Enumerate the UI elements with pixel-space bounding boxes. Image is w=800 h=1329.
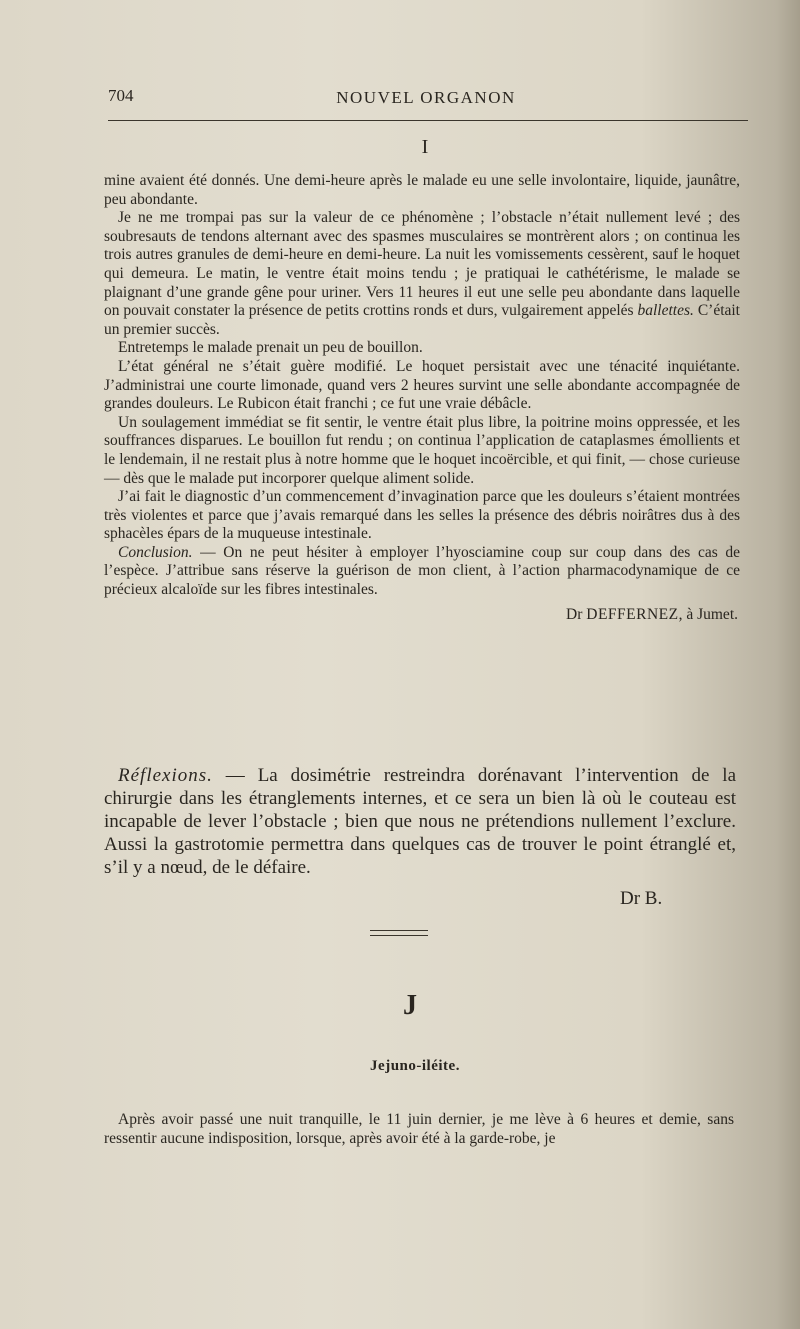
page-header (108, 86, 744, 110)
next-section-title: Jejuno-iléite. (370, 1058, 460, 1074)
reflexions-lead: Réflexions. (118, 765, 213, 786)
paragraph: J’ai fait le diagnostic d’un commencement d’invagination parce que les douleurs s’étaient montrées très violentes et parce que j’avais remarqué dans les selles la présence des débris noirâtres dus à des sphacèles épars de la muqueuse intestinale. (104, 488, 740, 543)
next-section-body (104, 1110, 734, 1148)
article-body (104, 172, 740, 624)
paragraph-text: C’était un premier succès. (104, 302, 740, 338)
reflexions-block (104, 764, 736, 879)
paragraph-text: — On ne peut hésiter à employer l’hyosciamine coup sur coup dans des cas de l’espèce. J’attribue sans réserve la guérison de mon client, à l’action pharmacodynamique de ce précieux alcaloïde sur les fibres intestinales. (104, 543, 741, 599)
signature-name: DEFFERNEZ (586, 605, 679, 623)
paragraph: Après avoir passé une nuit tranquille, le 11 juin dernier, je me lève à 6 heures et demie, sans ressentir aucune indisposition, lorsque, après avoir été à la garde-robe, je (104, 1111, 734, 1147)
paragraph: L’état général ne s’était guère modifié. Le hoquet persistait avec une ténacité inquiétante. J’administrai une courte limonade, quand vers 2 heures survint une selle abondante accompagnée de grandes douleurs. Le Rubicon était franchi ; ce fut une vraie débâcle. (104, 357, 740, 413)
signature-title: Dr (566, 605, 583, 623)
conclusion-label: Conclusion. (118, 543, 193, 561)
paragraph (104, 209, 740, 339)
paragraph: Un soulagement immédiat se fit sentir, le ventre était plus libre, la poitrine moins oppressée, et les souffrances disparues. Le bouillon fut rendu ; on continua l’application de cataplasmes émollients et le lendemain, il ne restait plus à notre homme que le hoquet incoërcible, et qui finit, — chose curieuse — dès que le malade put incorporer quelque aliment solide. (104, 413, 740, 487)
running-title: NOUVEL ORGANON (336, 88, 516, 107)
paragraph: Entretemps le malade prenait un peu de bouillon. (118, 339, 423, 357)
reflexions-signature: Dr B. (620, 888, 663, 909)
header-rule (108, 120, 748, 121)
reflexions-text: — La dosimétrie restreindra dorénavant l’intervention de la chirurgie dans les étranglements internes, et ce sera un bien là où le couteau est incapable de lever l’obstacle ; bien que nous ne prétendions nullement l’exclure. Aussi la gastrotomie permettra dans quelques cas de trouver le point étranglé et, s’il y a nœud, de le défaire. (104, 765, 736, 878)
italic-term: ballettes. (637, 302, 694, 320)
page-number: 704 (108, 86, 134, 105)
signature-place: , à Jumet. (678, 605, 738, 623)
next-section-letter: J (403, 990, 417, 1021)
section-divider (370, 930, 428, 936)
paragraph-text: Je ne me trompai pas sur la valeur de ce phénomène ; l’obstacle n’était nullement levé ; des soubresauts de tendons alternant avec des spasmes musculaires se montrèrent alors ; on continua les trois autres granules de demi-heure en demi-heure. La nuit les vomissements cessèrent, sauf le hoquet qui demeura. Le matin, le ventre était moins tendu ; je pratiquai le cathétérisme, le malade se plaignant d’une grande gêne pour uriner. Vers 11 heures il eut une selle peu abondante dans laquelle on pouvait constater la présence de petits crottins ronds et durs, vulgairement appelés (104, 209, 740, 320)
author-signature (104, 606, 740, 625)
reflexions-paragraph (104, 764, 736, 879)
section-letter: I (421, 136, 429, 158)
paragraph (104, 544, 740, 600)
paragraph: mine avaient été donnés. Une demi-heure après le malade eu une selle involontaire, liquide, jaunâtre, peu abondante. (104, 172, 740, 208)
